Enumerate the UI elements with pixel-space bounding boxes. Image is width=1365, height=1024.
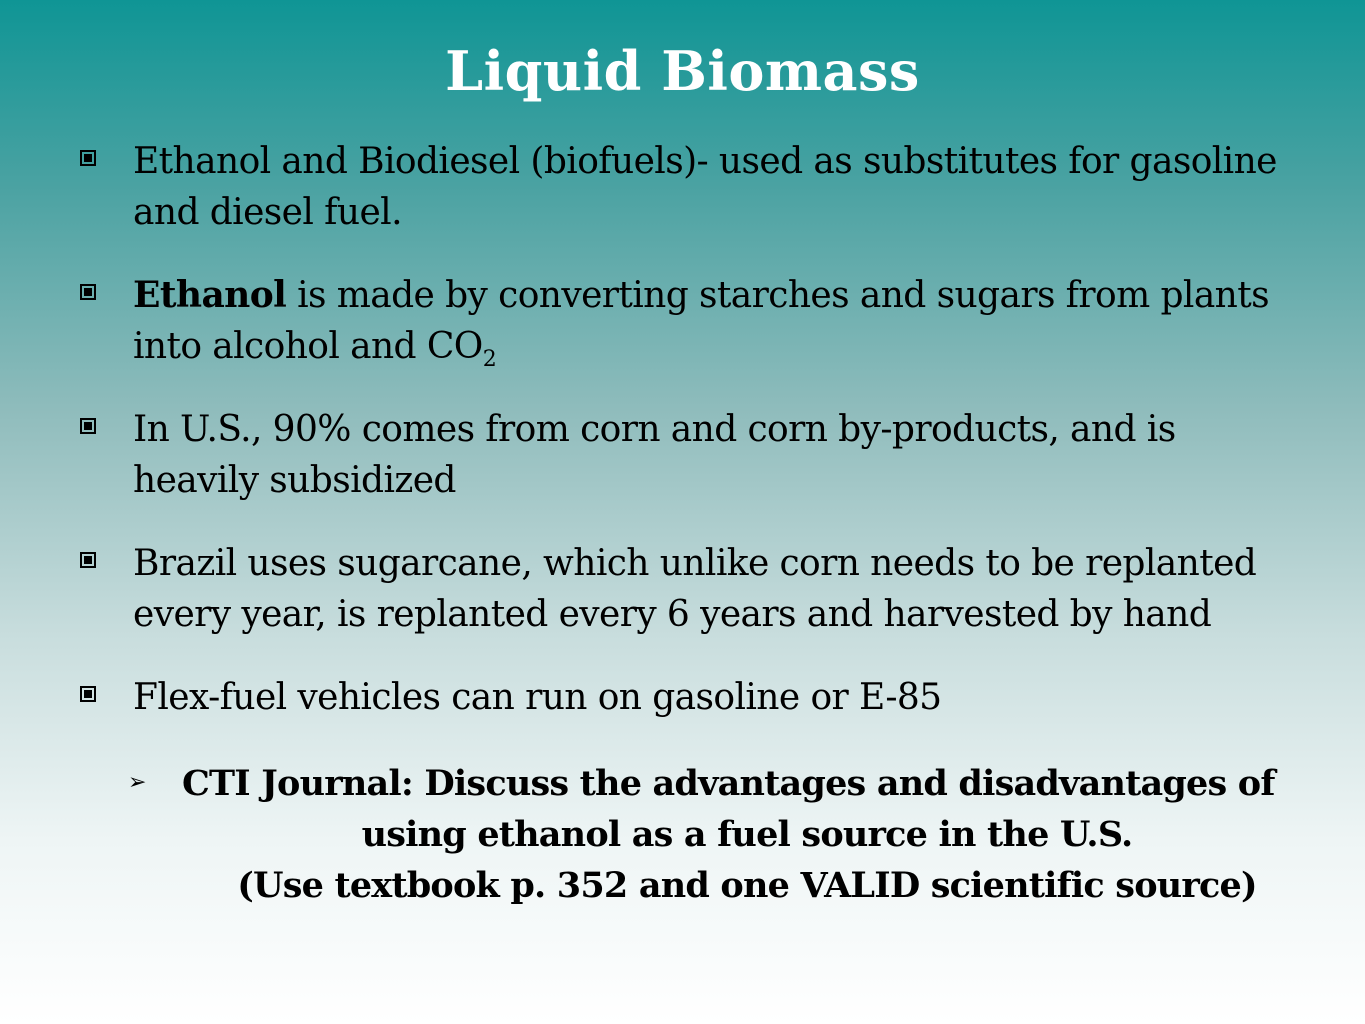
cti-line: using ethanol as a fuel source in the U.S. [361,814,1133,855]
bullet-line [133,321,1361,372]
bullet-text [133,270,1361,372]
square-bullet-icon [80,686,96,702]
bullet-text [133,538,1361,640]
cti-line: (Use textbook p. 352 and one VALID scientific source) [237,865,1257,906]
square-bullet-icon [80,552,96,568]
bullet-line: Flex-fuel vehicles can run on gasoline or E-85 [133,677,942,718]
bullet-line: Ethanol and Biodiesel (biofuels)- used as substitutes for gasoline [133,141,1277,182]
cti-line: CTI Journal: Discuss the advantages and disadvantages of [182,763,1275,804]
bullet-line: In U.S., 90% comes from corn and corn by-products, and is [133,409,1176,450]
cti-journal-text [182,758,1312,911]
square-bullet-icon [80,284,96,300]
bullet-line: Brazil uses sugarcane, which unlike corn needs to be replanted [133,543,1257,584]
bullet-text [133,672,1361,723]
bullet-line: and diesel fuel. [133,192,402,233]
slide-title: Liquid Biomass [445,39,920,103]
bullet-line: every year, is replanted every 6 years and harvested by hand [133,594,1212,635]
square-bullet-icon [80,418,96,434]
ethanol-bold-term: Ethanol [133,274,287,316]
bullet-line: heavily subsidized [133,460,456,501]
arrow-bullet-icon: ➢ [128,770,147,795]
bullet-text [133,404,1361,506]
bullet-line-text: into alcohol and CO [133,326,483,367]
square-bullet-icon [80,150,96,166]
co2-subscript: 2 [482,347,497,372]
bullet-line-rest: is made by converting starches and sugars from plants [286,275,1270,316]
bullet-text [133,136,1361,238]
bullet-line [133,270,1361,321]
